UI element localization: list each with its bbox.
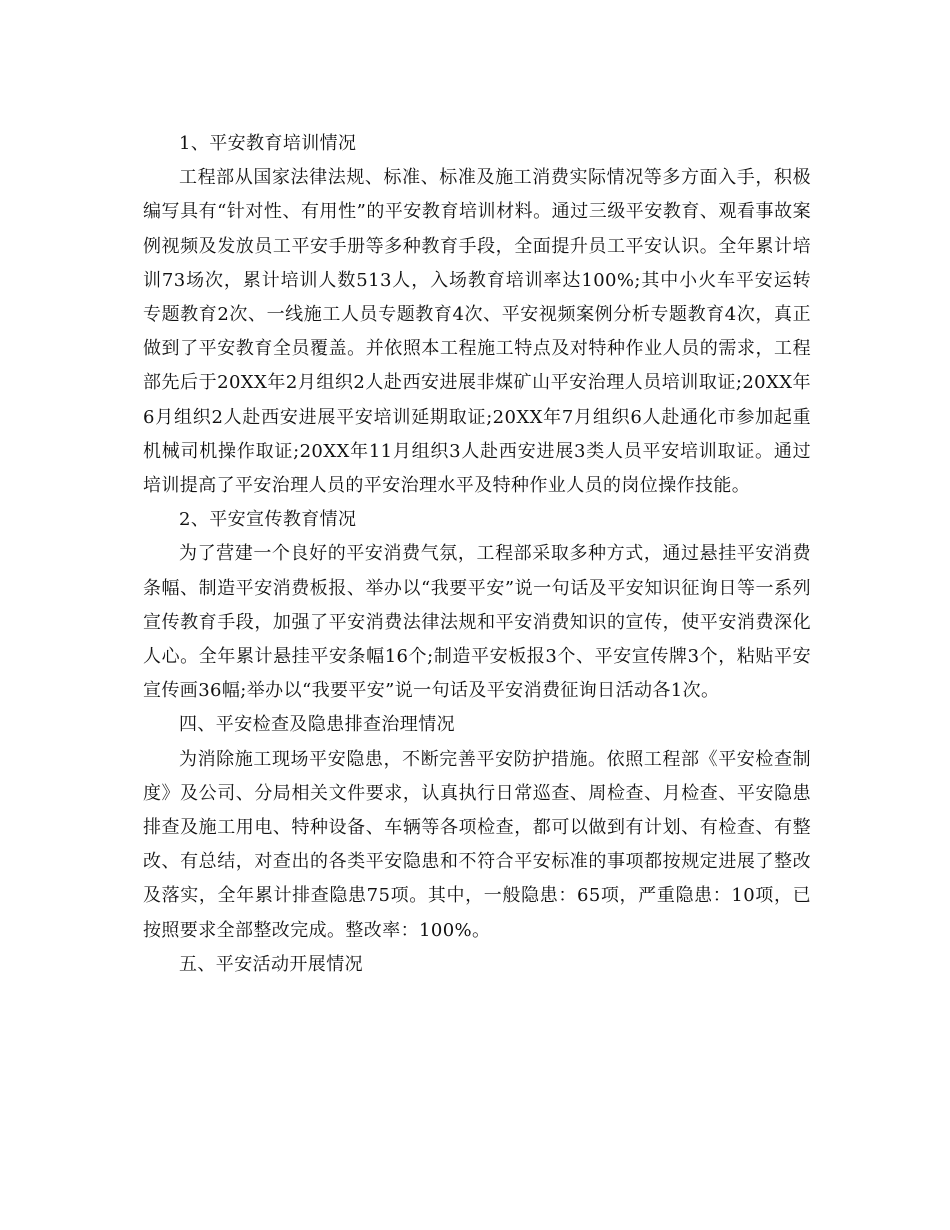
section-heading-training: 1、平安教育培训情况 [179, 133, 357, 154]
section-paragraph-publicity: 为了营建一个良好的平安消费气氛，工程部采取多种方式，通过悬挂平安消费条幅、制造平安消费板报、举办以“我要平安”说一句话及平安知识征询日等一系列宣传教育手段，加强了平安消费法律法规和平安消费知识的宣传，使平安消费深化人心。全年累计悬挂平安条幅16个;制造平安板报3个、平安宣传牌3个，粘贴平安宣传画36幅;举办以“我要平安”说一句话及平安消费征询日活动各1次。 [143, 543, 811, 702]
section-paragraph-training: 工程部从国家法律法规、标准、标准及施工消费实际情况等多方面入手，积极编写具有“针对性、有用性”的平安教育培训材料。通过三级平安教育、观看事故案例视频及发放员工平安手册等多种教育手段，全面提升员工平安认识。全年累计培训73场次，累计培训人数513人，入场教育培训率达100%;其中小火车平安运转专题教育2次、一线施工人员专题教育4次、平安视频案例分析专题教育4次，真正做到了平安教育全员覆盖。并依照本工程施工特点及对特种作业人员的需求，工程部先后于20XX年2月组织2人赴西安进展非煤矿山平安治理人员培训取证;20XX年6月组织2人赴西安进展平安培训延期取证;20XX年7月组织6人赴通化市参加起重机械司机操作取证;20XX年11月组织3人赴西安进展3类人员平安培训取证。通过培训提高了平安治理人员的平安治理水平及特种作业人员的岗位操作技能。 [143, 167, 811, 497]
document-body [143, 127, 811, 982]
section-paragraph-inspection: 为消除施工现场平安隐患，不断完善平安防护措施。依照工程部《平安检查制度》及公司、分局相关文件要求，认真执行日常巡查、周检查、月检查、平安隐患排查及施工用电、特种设备、车辆等各项检查，都可以做到有计划、有检查、有整改、有总结，对查出的各类平安隐患和不符合平安标准的事项都按规定进展了整改及落实，全年累计排查隐患75项。其中，一般隐患：65项，严重隐患：10项，已按照要求全部整改完成。整改率：100%。 [143, 748, 811, 941]
section-heading-publicity: 2、平安宣传教育情况 [179, 509, 357, 531]
section-heading-activities: 五、平安活动开展情况 [179, 953, 363, 975]
section-heading-inspection: 四、平安检查及隐患排查治理情况 [179, 714, 455, 736]
